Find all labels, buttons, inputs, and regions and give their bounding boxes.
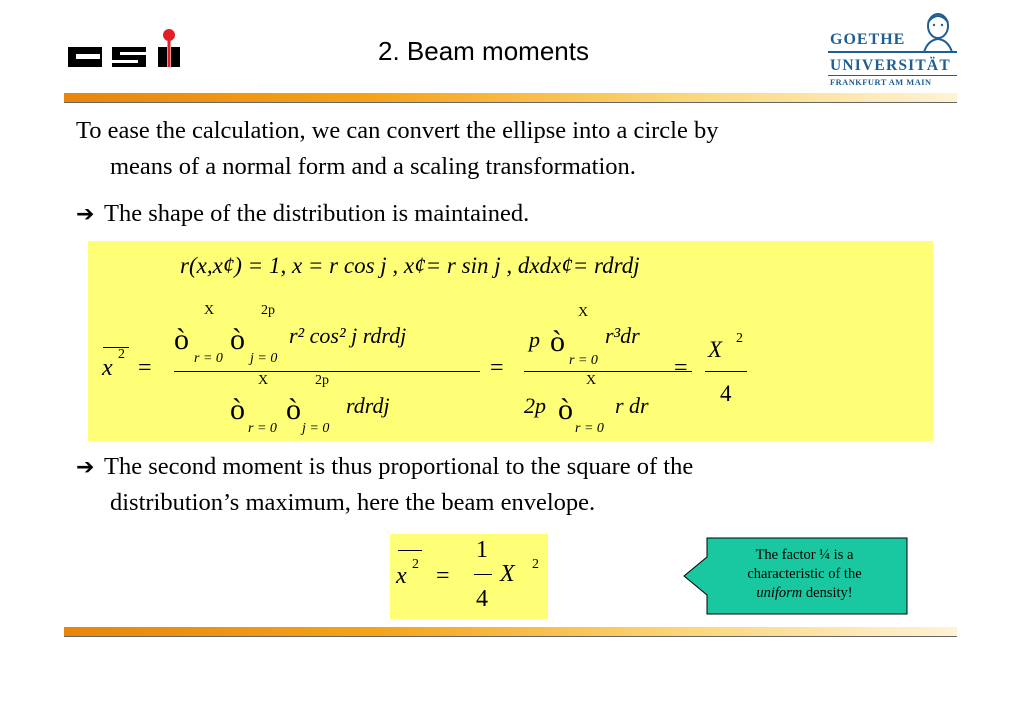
goethe-logo-bar bbox=[828, 51, 957, 53]
rhs-numerator-sup: 2 bbox=[736, 331, 743, 346]
paragraph-3-line-2: distribution’s maximum, here the beam envelope. bbox=[110, 489, 596, 516]
callout-emphasis: uniform bbox=[756, 585, 803, 601]
equals-sign: = bbox=[490, 355, 504, 381]
paragraph-1-line-1: To ease the calculation, we can convert the ellipse into a circle by bbox=[76, 117, 719, 144]
fraction-line bbox=[524, 371, 692, 372]
result-variable: X bbox=[500, 561, 515, 587]
result-numerator: 1 bbox=[476, 537, 488, 563]
mid-numerator-factor: p bbox=[529, 327, 540, 352]
equals-sign: = bbox=[138, 355, 152, 381]
callout-text bbox=[707, 546, 902, 603]
equals-sign: = bbox=[436, 563, 450, 589]
lower-limit-r: r = 0 bbox=[248, 421, 277, 436]
integral-sign: ò bbox=[558, 393, 573, 426]
goethe-logo-line3: FRANKFURT AM MAIN bbox=[830, 78, 932, 87]
mid-denominator-factor: 2p bbox=[524, 393, 546, 418]
overline bbox=[103, 347, 129, 348]
fraction-line bbox=[474, 574, 492, 575]
result-sup: 2 bbox=[532, 557, 539, 572]
numerator-integrand: r² cos² j rdrdj bbox=[289, 323, 407, 348]
upper-limit-j: 2p bbox=[261, 303, 275, 318]
callout-line-3-rest: density! bbox=[802, 585, 853, 601]
result-lhs: x bbox=[396, 563, 407, 589]
upper-limit-r: X bbox=[258, 373, 269, 388]
result-denominator: 4 bbox=[476, 586, 488, 612]
paragraph-3-line-1 bbox=[76, 449, 693, 486]
formula-lhs: x bbox=[102, 355, 113, 381]
footer-divider bbox=[64, 627, 957, 636]
callout-line-2: characteristic of the bbox=[747, 566, 862, 582]
callout-line-1: The factor ¼ is a bbox=[755, 547, 854, 563]
result-formula-box bbox=[390, 534, 548, 619]
lower-limit-r: r = 0 bbox=[575, 421, 604, 436]
upper-limit-r: X bbox=[578, 305, 589, 320]
integral-sign: ò bbox=[174, 323, 189, 356]
upper-limit-r: X bbox=[204, 303, 215, 318]
paragraph-1-line-2: means of a normal form and a scaling transformation. bbox=[110, 153, 636, 180]
integral-sign: ò bbox=[230, 393, 245, 426]
goethe-logo-line1: GOETHE bbox=[830, 31, 906, 48]
mid-denominator-integrand: r dr bbox=[615, 393, 649, 418]
upper-limit-r: X bbox=[586, 373, 597, 388]
mid-numerator-integrand: r³dr bbox=[605, 323, 640, 348]
goethe-university-logo bbox=[826, 12, 961, 92]
integral-sign: ò bbox=[550, 325, 565, 358]
gsi-logo bbox=[66, 27, 198, 69]
header-divider bbox=[64, 93, 957, 102]
lower-limit-j: j = 0 bbox=[302, 421, 330, 436]
goethe-portrait-icon bbox=[920, 12, 956, 52]
formula-lhs-sup: 2 bbox=[118, 347, 125, 362]
lower-limit-j: j = 0 bbox=[250, 351, 278, 366]
formula-coordinates: r(x,x¢) = 1, x = r cos j , x¢= r sin j , dxdx¢= rdrdj bbox=[180, 253, 640, 278]
result-lhs-sup: 2 bbox=[412, 557, 419, 572]
arrow-right-icon: ➔ bbox=[76, 455, 95, 480]
paragraph-3-text: The second moment is thus proportional to the square of the bbox=[104, 453, 694, 480]
equals-sign: = bbox=[674, 355, 688, 381]
paragraph-2-text: The shape of the distribution is maintained. bbox=[104, 200, 530, 227]
rhs-numerator: X bbox=[708, 337, 723, 362]
overline bbox=[398, 550, 422, 551]
callout-note bbox=[683, 537, 908, 615]
slide-title: 2. Beam moments bbox=[378, 36, 589, 66]
fraction-line bbox=[174, 371, 480, 372]
integral-sign: ò bbox=[230, 323, 245, 356]
lower-limit-r: r = 0 bbox=[194, 351, 223, 366]
callout-line-3 bbox=[707, 584, 902, 603]
denominator-integrand: rdrdj bbox=[346, 393, 390, 418]
rhs-denominator: 4 bbox=[720, 381, 732, 406]
lower-limit-r: r = 0 bbox=[569, 353, 598, 368]
fraction-line bbox=[705, 371, 747, 372]
arrow-right-icon: ➔ bbox=[76, 202, 95, 227]
paragraph-2 bbox=[76, 196, 529, 233]
integral-sign: ò bbox=[286, 393, 301, 426]
goethe-logo-line2: UNIVERSITÄT bbox=[830, 57, 951, 74]
formula-box bbox=[88, 241, 933, 441]
upper-limit-j: 2p bbox=[315, 373, 329, 388]
goethe-logo-bar-thin bbox=[828, 75, 957, 76]
